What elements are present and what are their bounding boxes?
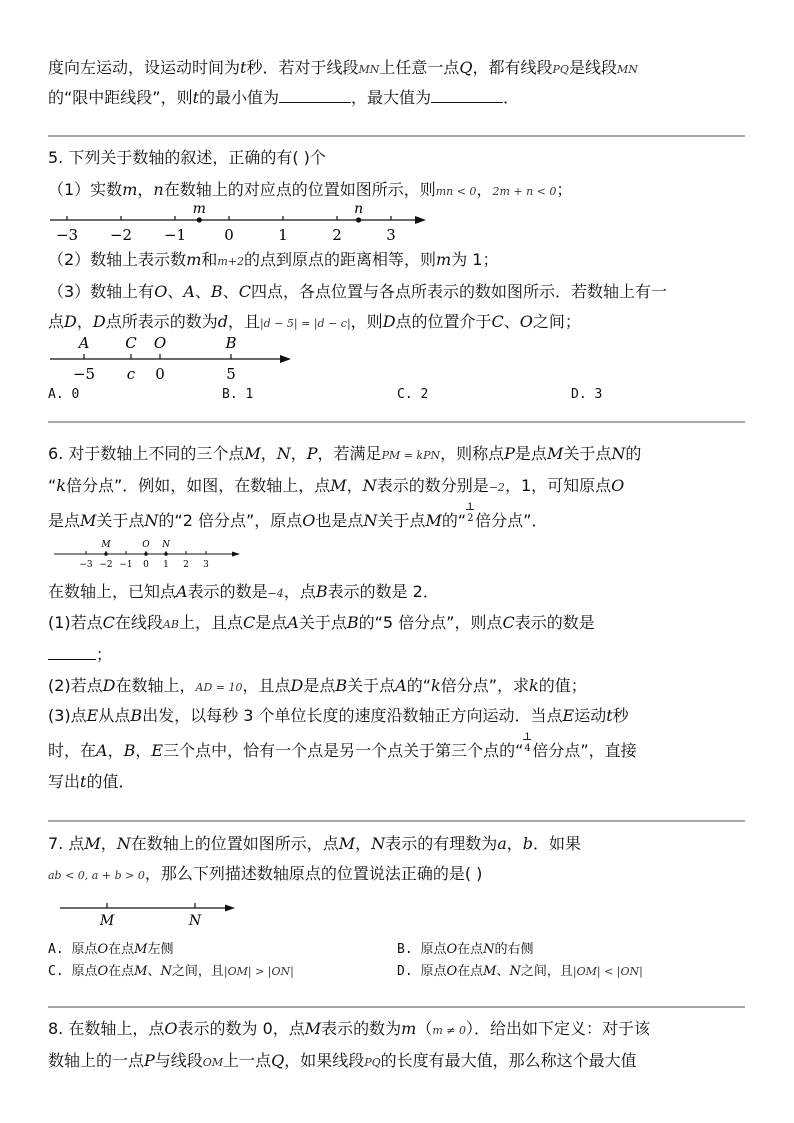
point-dot [144,552,148,556]
var-a: A [176,582,188,601]
intro-line-1 [48,58,638,80]
text: “ [48,476,57,495]
text: 、 [147,964,161,979]
intro-line-2 [48,88,519,108]
point-label: N [162,540,170,550]
var-n: N [276,444,291,463]
var-n: N [160,964,172,979]
text: 写出 [48,772,81,791]
segment-ab: AB [162,618,179,631]
text: ， [100,834,117,853]
var-e: E [86,706,99,725]
text: 是线段 [568,58,617,77]
text: 秒．若对于线段 [246,58,359,77]
text: ， [506,834,523,853]
text: 和 [201,250,218,269]
point-value: c [126,365,136,383]
divider [48,421,745,423]
var-m-lower: m [401,1019,417,1038]
q8-line-1 [48,1019,650,1041]
q6-line-4 [48,582,439,604]
text: ，1，可知原点 [504,476,612,495]
var-p: P [504,444,515,463]
text: 运动 [574,706,607,725]
tick-label: 0 [143,560,149,570]
text: 表示的有理数为 [385,834,498,853]
number-line-q5-1 [40,200,440,248]
q7-line-2 [48,864,482,886]
point-dot [164,552,168,556]
text: 四点，各点位置与各点所表示的数如图所示．若数轴上有一 [250,282,667,301]
text: 关于点 [377,511,426,530]
var-t: t [606,706,613,725]
formula: 2m + n < 0 [492,185,557,198]
var-m: M [338,834,356,853]
text: 关于点 [563,444,612,463]
var-d-lower: d [217,312,228,331]
q6-part-1-answer [48,645,112,665]
text: 从点 [98,706,131,725]
var-b: B [346,613,359,632]
text: 秒 [612,706,629,725]
var-m: M [244,444,261,463]
text: 的值． [86,772,135,791]
var-c: C [502,613,515,632]
point-m-label: m [192,201,206,217]
number-line-q7 [55,896,245,930]
q5-statement-2 [48,250,499,272]
text: 表示的数是 2． [327,582,439,601]
answer-blank-c[interactable] [48,645,96,660]
var-o: O [519,312,533,331]
var-o: O [611,476,625,495]
var-o: O [446,964,458,979]
formula: −2 [488,481,505,494]
var-a: A [395,676,407,695]
formula: |OM| > |ON| [223,965,294,978]
text: 三个点中，恰有一个点是另一个点关于第三个点的“ [163,741,524,760]
q5-statement-3-cont [48,312,581,334]
var-n: n [153,180,164,199]
point-label: M [99,913,115,929]
text: （2）数轴上表示数 [48,250,187,269]
text: 在数轴上，已知点 [48,582,177,601]
text: ， [135,741,152,760]
q6-line-1 [48,444,641,466]
var-a: A [96,741,108,760]
text: ； [556,180,573,199]
q6-part-3-cont [48,732,637,761]
var-p: P [144,1051,155,1070]
text: D. 原点 [397,964,447,979]
var-b: B [123,741,136,760]
point-label: C [125,334,137,352]
text: （ [416,1019,433,1038]
text: 时，在 [48,741,97,760]
q5-option-d[interactable]: D. 3 [571,387,603,402]
text: C. 原点 [48,964,98,979]
var-m: M [330,476,347,495]
q5-option-c[interactable]: C. 2 [397,387,429,402]
text: 点的位置介于 [395,312,492,331]
var-a-lower: a [497,834,507,853]
text: 、 [496,964,510,979]
text: 、 [503,312,520,331]
text: ）．给出如下定义：对于该 [466,1019,651,1038]
segment-om: OM [202,1056,224,1069]
tick-label: −1 [163,226,187,244]
text: 在线段 [114,613,163,632]
text: 、 [222,282,239,301]
q5-statement-1 [48,180,572,202]
text: ． [503,88,520,107]
var-p: P [306,444,318,463]
text: 倍分点”．例如，如图，在数轴上，点 [66,476,331,495]
tick-label: 0 [224,226,234,244]
var-o: O [446,942,458,957]
var-m: M [134,964,148,979]
var-o: O [154,282,168,301]
formula: −4 [267,587,284,600]
tick-label: −1 [119,560,133,570]
text: 与线段 [154,1051,203,1070]
text: (3)点 [48,706,87,725]
text: （1）实数 [48,180,123,199]
var-k: k [529,676,539,695]
text: 左侧 [147,942,174,957]
q8-line-2 [48,1051,637,1073]
answer-blank-min[interactable] [279,88,351,103]
segment-mn: MN [358,63,380,76]
text: ，最大值为 [351,88,432,107]
text: ，点 [283,582,316,601]
formula: PM = kPN [381,449,441,462]
var-o: O [97,942,109,957]
tick-label: 2 [183,560,189,570]
text: ， [290,444,307,463]
var-a: A [287,613,299,632]
text: 倍分点”，直接 [532,741,637,760]
divider [48,1006,745,1008]
var-b: B [335,676,348,695]
text: ， [476,180,493,199]
text: 在点 [457,942,484,957]
tick-label: 3 [386,226,396,244]
q6-part-2 [48,676,587,698]
text: 的 [625,444,642,463]
text: ，如果线段 [284,1051,365,1070]
text: 在点 [108,942,135,957]
text: 是点 [303,676,336,695]
q6-part-3-end [48,772,134,792]
text: 出发，以每秒 3 个单位长度的速度沿数轴正方向运动．当点 [142,706,563,725]
text: 在数轴上的对应点的位置如图所示，则 [163,180,436,199]
formula: |OM| < |ON| [572,965,643,978]
text: ．如果 [533,834,582,853]
text: ，则称点 [440,444,505,463]
var-d: D [92,312,106,331]
var-e: E [151,741,164,760]
text: ， [346,476,363,495]
text: 的“ [441,511,467,530]
text: 也是点 [315,511,364,530]
number-line-q5-3 [40,334,310,384]
number-line-q6-example [48,536,248,572]
point-n-label: n [354,201,364,217]
q5-stem: 5. 下列关于数轴的叙述，正确的有( )个 [48,148,326,167]
text: 之间，且 [171,964,224,979]
text: ， [107,741,124,760]
text: ，那么下列描述数轴原点的位置说法正确的是( ) [144,864,483,883]
var-d: D [102,676,116,695]
segment-mn: MN [616,63,638,76]
var-m: m [186,250,202,269]
var-m: M [304,1019,322,1038]
text: ，且点 [242,676,291,695]
point-label: M [101,540,111,550]
denominator: 2 [467,513,474,524]
text: 数轴上的一点 [48,1051,145,1070]
point-n-dot [356,217,361,222]
text: 的“5 倍分点”，则点 [358,613,503,632]
var-m: M [84,834,101,853]
text: 的长度有最大值，那么称这个最大值 [380,1051,637,1070]
formula: |d − 5| = |d − c| [259,317,351,330]
q7-option-c[interactable] [48,960,294,979]
text: （3）数轴上有 [48,282,155,301]
var-o: O [97,964,109,979]
text: 的“限中距线段”，则 [48,88,193,107]
formula: mn < 0 [435,185,477,198]
point-value: 5 [226,365,236,383]
var-o: O [164,1019,178,1038]
var-b: B [315,582,328,601]
text: 是点 [514,444,547,463]
tick-label: 1 [278,226,288,244]
point-value: 0 [155,365,165,383]
text: 之间，且 [520,964,573,979]
q5-option-b[interactable]: B. 1 [222,387,254,402]
text: 上，且点 [178,613,243,632]
var-q: Q [459,58,473,77]
q7-option-a[interactable] [48,938,174,957]
var-n: N [483,942,495,957]
var-k: k [431,676,441,695]
text: 之间； [532,312,581,331]
text: ，若满足 [317,444,382,463]
text: ， [355,834,372,853]
var-m: m [436,250,452,269]
var-n: N [116,834,131,853]
var-d: D [64,312,77,331]
tick-label: −2 [109,226,133,244]
var-c: C [238,282,251,301]
point-m-dot [197,217,202,222]
divider [48,135,745,137]
text: 关于点 [96,511,145,530]
q7-line-1 [48,834,581,854]
text: B. 原点 [397,942,447,957]
text: ； [96,645,113,664]
point-dot [104,552,108,556]
text: 、 [194,282,211,301]
text: ， [76,312,93,331]
var-b: B [210,282,223,301]
var-t: t [240,58,247,77]
var-d: D [290,676,304,695]
text: ， [260,444,277,463]
q5-option-a[interactable]: A. 0 [48,387,80,402]
text: 的点到原点的距离相等，则 [244,250,437,269]
denominator: 4 [524,743,531,754]
text: 、 [167,282,184,301]
var-c: C [102,613,115,632]
var-m: m [122,180,138,199]
divider [48,820,745,822]
var-t: t [192,88,200,107]
text: 7. 点 [48,834,85,853]
point-label: N [188,913,202,929]
text: 是点 [255,613,288,632]
var-e: E [562,706,575,725]
text: 倍分点”． [475,511,548,530]
var-d: D [382,312,396,331]
var-t: t [80,772,87,791]
q6-part-3 [48,706,629,726]
var-q: Q [271,1051,285,1070]
text: 点 [48,312,65,331]
text: 度向左运动，设运动时间为 [48,58,241,77]
point-label: A [78,334,90,352]
point-label: B [225,334,237,352]
point-label: O [142,540,150,550]
text: 表示的数为 [321,1019,402,1038]
text: A. 原点 [48,942,98,957]
text: ，都有线段 [472,58,553,77]
formula: ab < 0, a + b > 0 [48,869,145,882]
var-n: N [144,511,159,530]
tick-label: −3 [55,226,79,244]
text: (1)若点 [48,613,103,632]
var-n: N [363,511,378,530]
text: 倍分点”，求 [440,676,529,695]
var-m: M [546,444,564,463]
numerator: 1 [467,502,474,513]
text: 点所表示的数为 [105,312,218,331]
var-n: N [371,834,386,853]
fraction-one-half [466,502,475,526]
var-c: C [242,613,256,632]
var-m: M [425,511,442,530]
text: ， [137,180,154,199]
q6-line-2 [48,476,624,498]
point-value: −5 [72,365,96,383]
var-n: N [509,964,521,979]
text: 表示的数分别是 [376,476,489,495]
q6-part-1 [48,613,595,635]
var-n: N [362,476,377,495]
text: 的右侧 [494,942,534,957]
text: 上任意一点 [379,58,460,77]
point-label: O [153,334,167,352]
var-n: N [611,444,626,463]
var-m: M [483,964,497,979]
text: 的“2 倍分点”，原点 [158,511,303,530]
formula: m ≠ 0 [432,1024,466,1037]
tick-label: −2 [99,560,113,570]
text: 表示的数为 0，点 [177,1019,305,1038]
text: 关于点 [298,613,347,632]
var-m: M [80,511,97,530]
text: 表示的数是 [514,613,595,632]
formula: m+2 [217,255,245,268]
fraction-one-quarter [523,732,532,756]
formula: AD = 10 [195,681,243,694]
var-o: O [302,511,316,530]
text: 在数轴上的位置如图所示，点 [130,834,339,853]
var-b: B [130,706,143,725]
tick-label: 2 [332,226,342,244]
text: 在点 [457,964,484,979]
tick-label: 1 [163,560,169,570]
text: 为 1； [451,250,499,269]
tick-label: 3 [203,560,209,570]
var-k: k [56,476,66,495]
text: 的值； [538,676,587,695]
numerator: 1 [524,732,531,743]
q7-option-d[interactable] [397,960,643,979]
text: (2)若点 [48,676,103,695]
text: 6. 对于数轴上不同的三个点 [48,444,245,463]
segment-pq: PQ [364,1056,381,1069]
text: 关于点 [347,676,396,695]
text: 表示的数是 [187,582,268,601]
text: 在数轴上， [115,676,196,695]
var-c: C [491,312,504,331]
text: ，且 [227,312,260,331]
text: 上一点 [223,1051,272,1070]
var-b-lower: b [522,834,534,853]
var-a: A [183,282,195,301]
text: ，则 [350,312,383,331]
segment-pq: PQ [552,63,569,76]
text: 的“ [406,676,431,695]
q5-statement-3 [48,282,667,302]
text: 的最小值为 [199,88,280,107]
tick-label: −3 [79,560,93,570]
q7-option-b[interactable] [397,938,534,957]
q6-line-3 [48,502,548,531]
text: 8. 在数轴上，点 [48,1019,165,1038]
var-m: M [134,942,148,957]
text: 在点 [108,964,135,979]
text: 是点 [48,511,81,530]
answer-blank-max[interactable] [431,88,503,103]
